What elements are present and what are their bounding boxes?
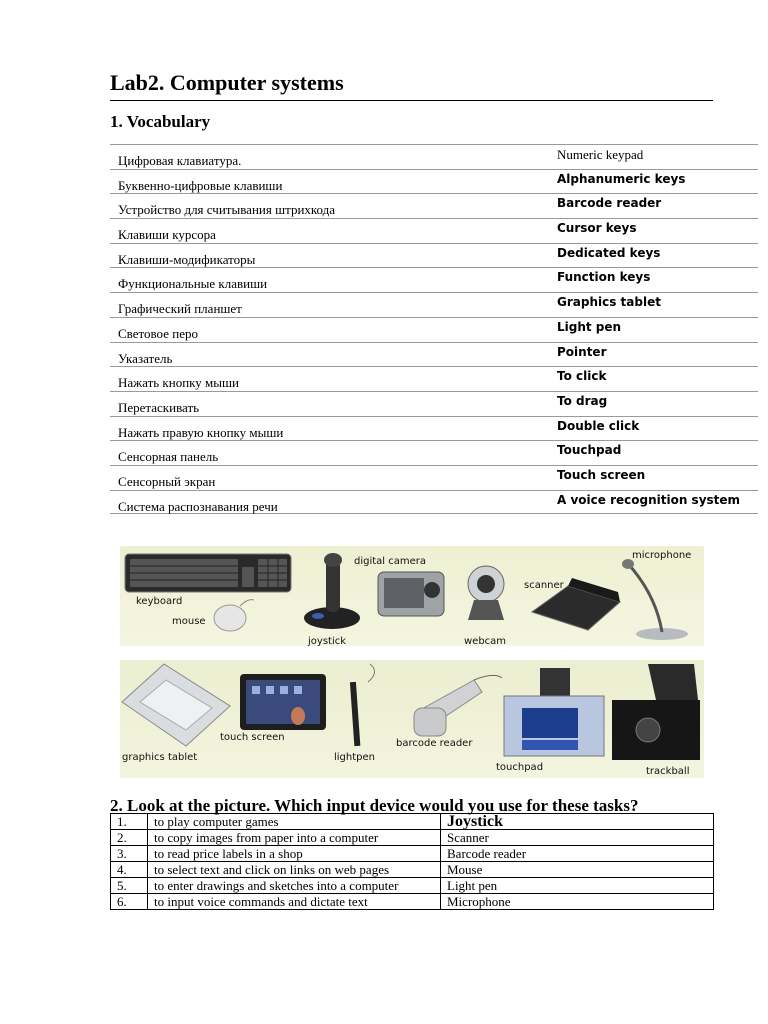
task-row (111, 878, 714, 894)
page-title: Lab2. Computer systems (110, 70, 713, 101)
task-answer: Light pen (441, 878, 714, 894)
vocabulary-row (110, 440, 758, 465)
task-description: to copy images from paper into a computer (148, 830, 441, 846)
vocabulary-row (110, 267, 758, 292)
vocabulary-row (110, 465, 758, 490)
task-row (111, 862, 714, 878)
label-mouse: mouse (172, 616, 206, 627)
task-description: to enter drawings and sketches into a computer (148, 878, 441, 894)
label-barcode-reader: barcode reader (396, 738, 473, 749)
task-row (111, 894, 714, 910)
task-number: 5. (111, 878, 148, 894)
task-number: 2. (111, 830, 148, 846)
vocabulary-russian-term: Цифровая клавиатура. (118, 153, 242, 168)
label-digital-camera: digital camera (354, 556, 427, 567)
label-graphics-tablet: graphics tablet (122, 752, 198, 763)
task-answer: Joystick (441, 814, 714, 830)
vocabulary-row (110, 193, 758, 218)
label-joystick: joystick (308, 636, 347, 647)
microphone-icon (620, 556, 704, 642)
label-touchpad: touchpad (496, 762, 544, 773)
vocabulary-english-term: Function keys (557, 270, 651, 285)
vocabulary-english-term: A voice recognition system (557, 492, 741, 507)
vocabulary-english-term: Cursor keys (557, 221, 637, 236)
graphics-tablet-icon (120, 662, 232, 748)
vocabulary-row (110, 490, 758, 515)
lightpen-icon (342, 662, 382, 754)
task-number: 3. (111, 846, 148, 862)
vocabulary-english-term: Pointer (557, 344, 607, 359)
task-answer: Mouse (441, 862, 714, 878)
vocabulary-english-term: Numeric keypad (557, 147, 644, 162)
tasks-table (110, 813, 714, 910)
section-heading-tasks: 2. Look at the picture. Which input device would you use for these tasks? (110, 796, 639, 815)
vocabulary-row (110, 416, 758, 441)
vocabulary-english-term: Alphanumeric keys (557, 171, 686, 186)
vocabulary-russian-term: Перетаскивать (118, 399, 200, 415)
webcam-icon (460, 560, 514, 630)
task-row (111, 830, 714, 846)
vocabulary-english-term: To click (557, 369, 607, 384)
task-answer: Barcode reader (441, 846, 714, 862)
mouse-icon (210, 596, 254, 636)
vocabulary-english-term: Touchpad (557, 443, 622, 458)
vocabulary-russian-term: Клавиши-модификаторы (118, 251, 256, 267)
vocabulary-english-term: Barcode reader (557, 196, 662, 211)
vocabulary-russian-term: Клавиши курсора (118, 227, 216, 243)
vocabulary-russian-term: Указатель (118, 350, 173, 366)
vocabulary-russian-term: Сенсорный экран (118, 473, 216, 489)
label-trackball: trackball (646, 766, 690, 777)
task-row (111, 846, 714, 862)
task-row (111, 814, 714, 830)
section-heading-vocabulary: 1. Vocabulary (110, 112, 211, 131)
vocabulary-row (110, 243, 758, 268)
touchpad-icon (502, 666, 606, 758)
vocabulary-russian-term: Нажать кнопку мыши (118, 375, 239, 391)
vocabulary-row (110, 366, 758, 391)
input-devices-picture-top (120, 546, 704, 646)
task-answer: Microphone (441, 894, 714, 910)
label-microphone: microphone (632, 550, 692, 561)
vocabulary-row (110, 218, 758, 243)
label-touch-screen: touch screen (220, 732, 285, 743)
vocabulary-russian-term: Функциональные клавиши (118, 276, 268, 292)
label-webcam: webcam (464, 636, 507, 647)
vocabulary-russian-term: Буквенно-цифровые клавиши (118, 177, 283, 193)
task-description: to select text and click on links on web pages (148, 862, 441, 878)
task-number: 1. (111, 814, 148, 830)
vocabulary-english-term: To drag (557, 393, 608, 408)
label-keyboard: keyboard (136, 596, 183, 607)
vocabulary-russian-term: Графический планшет (118, 301, 242, 317)
vocabulary-russian-term: Световое перо (118, 325, 198, 341)
vocabulary-russian-term: Система распознавания речи (118, 498, 278, 514)
vocabulary-english-term: Touch screen (557, 467, 646, 482)
vocabulary-english-term: Dedicated keys (557, 245, 661, 260)
vocabulary-russian-term: Устройство для считывания штрихкода (118, 202, 336, 218)
task-number: 4. (111, 862, 148, 878)
vocabulary-row (110, 317, 758, 342)
vocabulary-english-term: Light pen (557, 319, 622, 334)
task-description: to play computer games (148, 814, 441, 830)
vocabulary-russian-term: Сенсорная панель (118, 449, 219, 465)
vocabulary-russian-term: Нажать правую кнопку мыши (118, 424, 284, 440)
task-number: 6. (111, 894, 148, 910)
vocabulary-row (110, 169, 758, 194)
task-answer: Scanner (441, 830, 714, 846)
label-lightpen: lightpen (334, 752, 376, 763)
vocabulary-table (110, 144, 758, 514)
vocabulary-row (110, 144, 758, 169)
digital-camera-icon (376, 568, 448, 620)
input-devices-picture-bottom (120, 660, 704, 778)
keyboard-icon (124, 552, 292, 594)
trackball-icon (608, 660, 704, 762)
task-description: to read price labels in a shop (148, 846, 441, 862)
vocabulary-english-term: Double click (557, 418, 640, 433)
vocabulary-row (110, 342, 758, 367)
vocabulary-english-term: Graphics tablet (557, 295, 661, 310)
vocabulary-row (110, 391, 758, 416)
barcode-reader-icon (410, 670, 504, 740)
task-description: to input voice commands and dictate text (148, 894, 441, 910)
touch-screen-icon (238, 672, 330, 734)
label-scanner: scanner (524, 580, 564, 591)
vocabulary-row (110, 292, 758, 317)
